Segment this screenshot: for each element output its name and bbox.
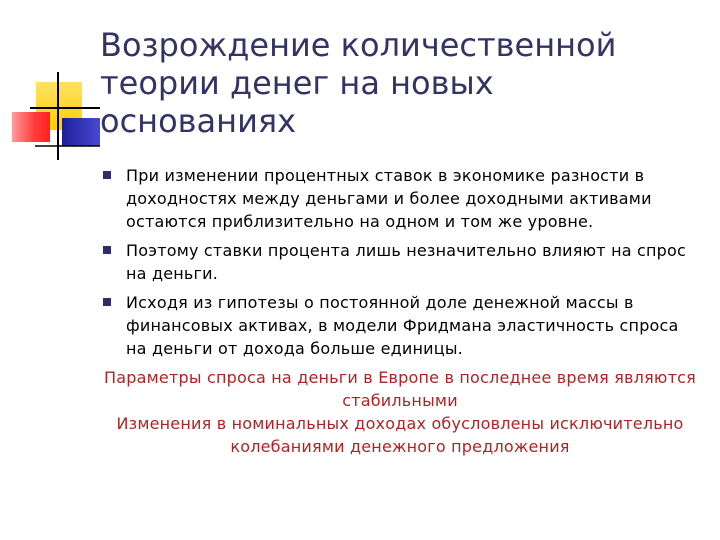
bullet-list bbox=[100, 164, 700, 360]
bullet-square-icon bbox=[103, 298, 111, 306]
bullet-square-icon bbox=[103, 246, 111, 254]
slide-title: Возрождение количественной теории денег на новых основаниях bbox=[100, 26, 617, 140]
bullet-item bbox=[100, 164, 700, 233]
bullet-text: При изменении процентных ставок в экономике разности в доходностях между деньгами и более доходными активами остаются приблизительно на одном и том же уровне. bbox=[126, 166, 652, 231]
bullet-text: Поэтому ставки процента лишь незначительно влияют на спрос на деньги. bbox=[126, 241, 687, 283]
slide-content bbox=[100, 164, 700, 458]
highlight-note: Параметры спроса на деньги в Европе в последнее время являются стабильными bbox=[104, 368, 696, 410]
bullet-item bbox=[100, 291, 700, 360]
deco-red-square bbox=[12, 112, 50, 142]
deco-blue-square bbox=[62, 118, 100, 146]
bullet-square-icon bbox=[103, 171, 111, 179]
bullet-text: Исходя из гипотезы о постоянной доле денежной массы в финансовых активах, в модели Фридмана эластичность спроса на деньги от дохода больше единицы. bbox=[126, 293, 679, 358]
decorative-squares bbox=[0, 0, 100, 170]
highlight-note: Изменения в номинальных доходах обусловлены исключительно колебаниями денежного предложения bbox=[116, 414, 684, 456]
bullet-item bbox=[100, 239, 700, 285]
